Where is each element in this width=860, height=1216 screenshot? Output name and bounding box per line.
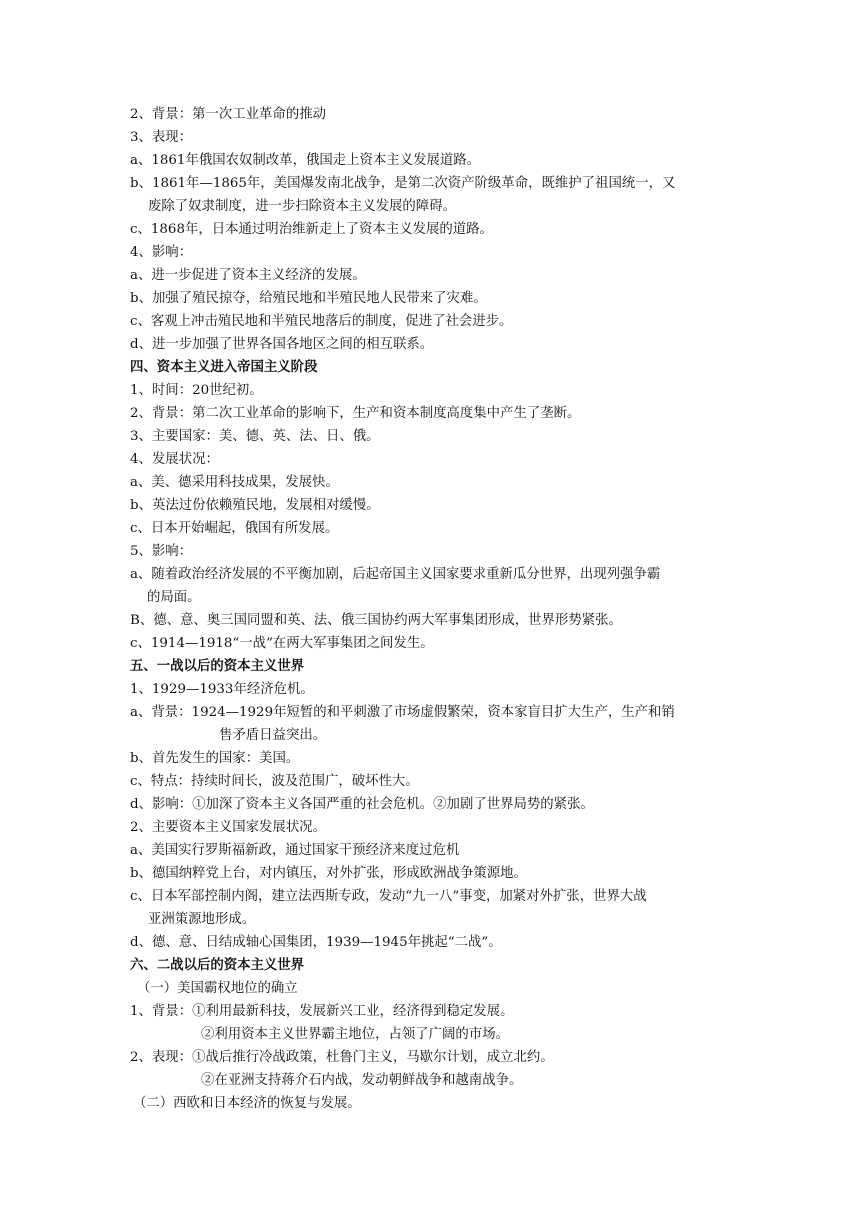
text-line: 1、1929—1933年经济危机。 [130, 682, 314, 697]
text-line: 2、背景：第二次工业革命的影响下，生产和资本制度高度集中产生了垄断。 [130, 406, 581, 421]
text-line: a、美、德采用科技成果，发展快。 [130, 475, 339, 490]
text-line: b、1861年—1865年，美国爆发南北战争，是第二次资产阶级革命，既维护了祖国统一，又 [130, 176, 676, 191]
text-line: a、背景：1924—1929年短暂的和平刺激了市场虚假繁荣，资本家盲目扩大生产，生产和销 [130, 705, 675, 720]
text-line-continuation: 的局面。 [147, 590, 201, 605]
text-line: d、进一步加强了世界各国各地区之间的相互联系。 [130, 337, 434, 352]
subsection-heading: （一）美国霸权地位的确立 [137, 981, 298, 996]
text-line: c、客观上冲击殖民地和半殖民地落后的制度，促进了社会进步。 [130, 314, 513, 329]
text-line-continuation: 废除了奴隶制度，进一步扫除资本主义发展的障碍。 [148, 199, 456, 214]
text-line: 3、表现： [130, 130, 193, 145]
text-line: 4、发展状况： [130, 452, 219, 467]
text-line: 3、主要国家：美、德、英、法、日、俄。 [130, 429, 380, 444]
text-line: c、1914—1918“一战”在两大军事集团之间发生。 [130, 636, 434, 651]
text-line: b、德国纳粹党上台，对内镇压，对外扩张，形成欧洲战争策源地。 [130, 866, 527, 881]
text-line: b、英法过份依赖殖民地，发展相对缓慢。 [130, 498, 380, 513]
text-line: a、美国实行罗斯福新政，通过国家干预经济来度过危机 [130, 843, 460, 858]
text-line: a、1861年俄国农奴制改革，俄国走上资本主义发展道路。 [130, 153, 481, 168]
text-line: 1、背景：①利用最新科技，发展新兴工业，经济得到稳定发展。 [130, 1004, 514, 1019]
text-line: b、首先发生的国家：美国。 [130, 751, 300, 766]
text-line-continuation: 售矛盾日益突出。 [219, 728, 327, 743]
document-body [0, 103, 860, 1115]
text-line: b、加强了殖民掠夺，给殖民地和半殖民地人民带来了灾难。 [130, 291, 487, 306]
section-heading: 六、二战以后的资本主义世界 [130, 957, 305, 973]
text-line: 4、影响： [130, 245, 193, 260]
subsection-heading: （二）西欧和日本经济的恢复与发展。 [133, 1096, 361, 1111]
text-line: 5、影响： [130, 544, 193, 559]
text-line: a、进一步促进了资本主义经济的发展。 [130, 268, 366, 283]
text-line-continuation: ②利用资本主义世界霸主地位，占领了广阔的市场。 [201, 1027, 509, 1042]
text-line: 2、背景：第一次工业革命的推动 [130, 107, 326, 122]
text-line: B、德、意、奥三国同盟和英、法、俄三国协约两大军事集团形成，世界形势紧张。 [130, 613, 622, 628]
text-line: c、特点：持续时间长，波及范围广，破坏性大。 [130, 774, 419, 789]
text-line: c、日本开始崛起，俄国有所发展。 [130, 521, 339, 536]
text-line-continuation: ②在亚洲支持蒋介石内战，发动朝鲜战争和越南战争。 [201, 1073, 523, 1088]
text-line: 2、表现：①战后推行冷战政策，杜鲁门主义，马歇尔计划，成立北约。 [130, 1050, 554, 1065]
text-line: d、影响：①加深了资本主义各国严重的社会危机。②加剧了世界局势的紧张。 [130, 797, 594, 812]
text-line: d、德、意、日结成轴心国集团，1939—1945年挑起“二战”。 [130, 935, 502, 950]
text-line: c、1868年，日本通过明治维新走上了资本主义发展的道路。 [130, 222, 493, 237]
section-heading: 五、一战以后的资本主义世界 [130, 658, 305, 674]
text-line-continuation: 亚洲策源地形成。 [148, 912, 256, 927]
text-line: a、随着政治经济发展的不平衡加剧，后起帝国主义国家要求重新瓜分世界，出现列强争霸 [130, 567, 661, 582]
section-heading: 四、资本主义进入帝国主义阶段 [130, 359, 318, 375]
text-line: 2、主要资本主义国家发展状况。 [130, 820, 326, 835]
text-line: c、日本军部控制内阁，建立法西斯专政，发动“九一八”事变，加紧对外扩张，世界大战 [130, 889, 647, 904]
text-line: 1、时间：20世纪初。 [130, 383, 263, 398]
